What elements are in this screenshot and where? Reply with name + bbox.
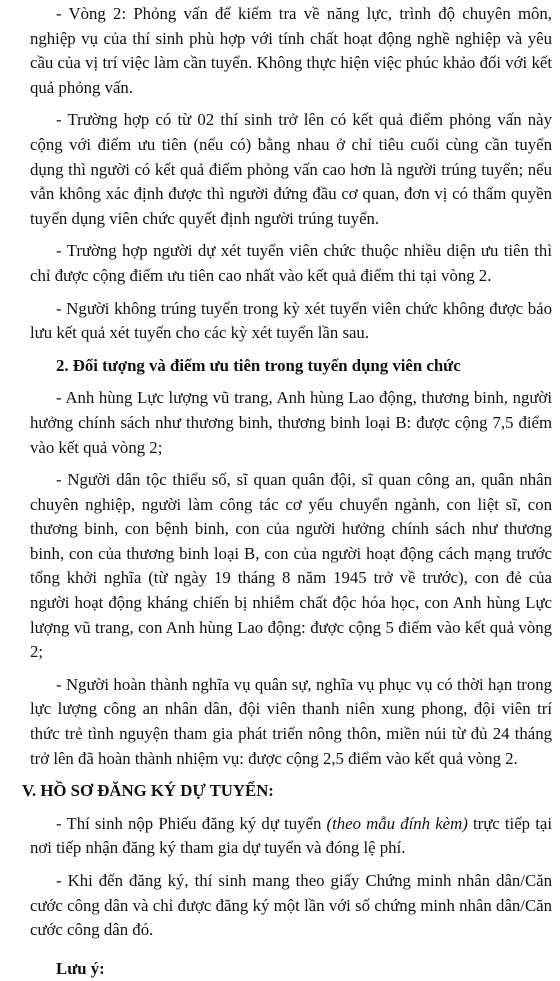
paragraph-no-reservation: - Người không trúng tuyển trong kỳ xét tuyển viên chức không được bảo lưu kết quả xét tuyển cho các kỳ xét tuyển lần sau. bbox=[30, 298, 552, 343]
paragraph-id-document: - Khi đến đăng ký, thí sinh mang theo giấy Chứng minh nhân dân/Căn cước công dân và chỉ được đăng ký một lần với số chứng minh nhân dân/Căn cước công dân đó. bbox=[30, 871, 552, 940]
paragraph-priority-2-5: - Người hoàn thành nghĩa vụ quân sự, nghĩa vụ phục vụ có thời hạn trong lực lượng công an nhân dân, đội viên thanh niên xung phong, đội viên trí thức trẻ tình nguyện tham gia phát triển nông thôn, miền núi từ đủ 24 tháng trở lên đã hoàn thành nhiệm vụ: được cộng 2,5 điểm vào kết quả vòng 2. bbox=[30, 674, 552, 768]
text-template-note: (theo mẫu đính kèm) bbox=[326, 813, 468, 833]
paragraph-round2-interview: - Vòng 2: Phỏng vấn để kiểm tra về năng lực, trình độ chuyên môn, nghiệp vụ của thí sinh phù hợp với tính chất hoạt động nghề nghiệp và yêu cầu của vị trí việc làm cần tuyển. Không thực hiện việc phúc khảo đối với kết quả phỏng vấn. bbox=[30, 4, 552, 97]
text-submit-location: trực tiếp tại nơi tiếp nhận đăng ký tham gia dự tuyển và đóng lệ phí. bbox=[30, 813, 552, 858]
document-page bbox=[22, 0, 552, 981]
note-heading: Lưu ý: bbox=[56, 958, 105, 978]
paragraph-submit-form bbox=[30, 812, 552, 861]
paragraph-tie-rule: - Trường hợp có từ 02 thí sinh trở lên có kết quả điểm phỏng vấn này cộng với điểm ưu tiên (nếu có) bằng nhau ở chỉ tiêu cuối cùng cần tuyển dụng thì người có kết quả điểm phỏng vấn cao hơn là người trúng tuyển; nếu vẫn không xác định được thì người đứng đầu cơ quan, đơn vị có thẩm quyền tuyển dụng viên chức quyết định người trúng tuyển. bbox=[30, 110, 552, 228]
paragraph-multiple-priority: - Trường hợp người dự xét tuyển viên chức thuộc nhiều diện ưu tiên thì chỉ được cộng điểm ưu tiên cao nhất vào kết quả điểm thi tại vòng 2. bbox=[30, 241, 552, 285]
paragraph-priority-7-5: - Anh hùng Lực lượng vũ trang, Anh hùng Lao động, thương binh, người hưởng chính sách như thương binh, thương binh loại B: được cộng 7,5 điểm vào kết quả vòng 2; bbox=[30, 388, 552, 457]
section-heading-registration: V. HỒ SƠ ĐĂNG KÝ DỰ TUYỂN: bbox=[22, 781, 274, 801]
text-submit-form: - Thí sinh nộp Phiếu đăng ký dự tuyển bbox=[56, 813, 327, 833]
section-heading-priority: 2. Đối tượng và điểm ưu tiên trong tuyển dụng viên chức bbox=[56, 355, 461, 375]
paragraph-priority-5: - Người dân tộc thiểu số, sĩ quan quân đội, sĩ quan công an, quân nhân chuyên nghiệp, người làm công tác cơ yếu chuyển ngành, con liệt sĩ, con thương binh, con bệnh binh, con của người hưởng chính sách như thương binh, con của thương binh loại B, con của người hoạt động cách mạng trước tổng khởi nghĩa (từ ngày 19 tháng 8 năm 1945 trở về trước), con đẻ của người hoạt động kháng chiến bị nhiễm chất độc hóa học, con Anh hùng Lực lượng vũ trang, con Anh hùng Lao động: được cộng 5 điểm vào kết quả vòng 2; bbox=[30, 470, 552, 662]
